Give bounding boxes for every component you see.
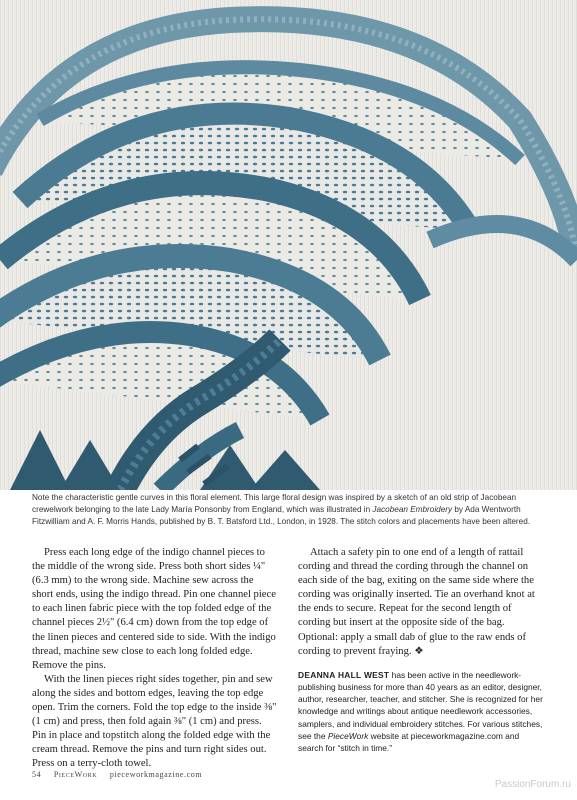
- photo-caption: [32, 492, 547, 529]
- left-column: [32, 546, 277, 772]
- bio-text-1: has been active in the needlework-publishing business for more than 40 years as an editor, designer, author, researcher, teacher, and stitcher. She is recognized for her knowledge and writings about antique needlework accessories, samplers, and individual embroidery stitches. For various stitches, see the: [298, 669, 543, 741]
- caption-text-1: Note the characteristic gentle curves in this floral element. This large floral design was inspired by a sketch of an old strip of Jacobean crewelwork belonging to the late Lady María Ponsonby from England, which was illustrated in: [32, 493, 517, 515]
- caption-book-title: Jacobean Embroidery: [372, 505, 453, 515]
- right-column: [298, 546, 543, 754]
- page-footer: [32, 770, 202, 779]
- body-paragraph-3: [298, 546, 543, 659]
- body-paragraph-2: With the linen pieces right sides together, pin and sew along the sides and bottom edges, leaving the top edge open. Trim the corners. Fold the top edge to the inside ⅜" (1 cm) and press, then fold again ⅜" (1 cm) and press. Pin in place and topstitch along the folded edge with the cream thread. Remove the pins and turn right sides out. Press on a terry-cloth towel.: [32, 673, 277, 770]
- bio-site-name: PieceWork: [327, 730, 369, 741]
- body-paragraph-3-text: Attach a safety pin to one end of a length of rattail cording and thread the cording through the channel on each side of the bag, exiting on the same side where the cording was originally inserted. Tie an overhand knot at the ends to secure. Repeat for the second length of cording but insert at the opposite side of the bag. Optional: apply a small dab of glue to the raw ends of cording to prevent fraying.: [298, 547, 535, 657]
- watermark: PassionForum.ru: [494, 779, 571, 790]
- author-bio: [298, 669, 543, 754]
- magazine-name: PieceWork: [53, 770, 98, 779]
- caption-text-2: by Ada Wentworth Fitzwilliam and A. F. Morris Hands, published by B. T. Batsford Ltd., London, in 1928. The stitch colors and placements have been altered.: [32, 505, 531, 527]
- page-number: 54: [32, 770, 42, 779]
- body-paragraph-1: Press each long edge of the indigo channel pieces to the middle of the wrong side. Press both short sides ¼" (6.3 mm) to the wrong side. Machine sew across the short ends, using the indigo thread. Pin one channel piece to each linen fabric piece with the top folded edge of the channel pieces 2½" (6.4 cm) down from the top edge of the linen pieces and centered side to side. With the indigo thread, machine sew close to each long folded edge. Remove the pins.: [32, 547, 276, 671]
- author-name: DEANNA HALL WEST: [298, 669, 390, 680]
- end-mark-icon: ❖: [414, 645, 424, 657]
- magazine-url: pieceworkmagazine.com: [109, 770, 203, 779]
- bio-text-2: website at pieceworkmagazine.com and search for “stitch in time.”: [298, 730, 520, 753]
